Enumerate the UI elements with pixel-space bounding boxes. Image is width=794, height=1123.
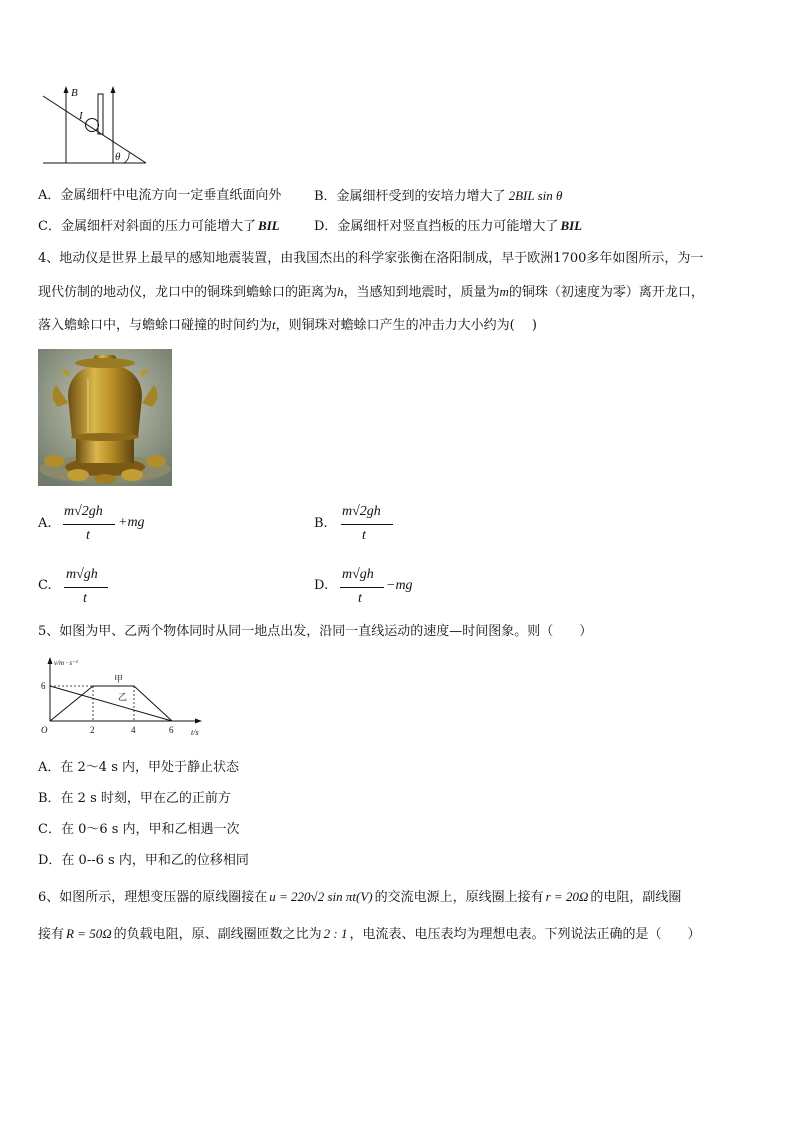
q4-stem-line2: 现代仿制的地动仪，龙口中的铜珠到蟾蜍口的距离为h，当感知到地震时，质量为m的铜珠（初速度为零）离开龙口， (38, 284, 704, 300)
q4-option-d-fraction-bar (340, 587, 384, 588)
graph-xtick-4: 4 (131, 725, 136, 735)
q3-option-a: A．金属细杆中电流方向一定垂直纸面向外 (38, 188, 282, 203)
q5-stem: 5、如图为甲、乙两个物体同时从同一地点出发，沿同一直线运动的速度—时间图象。则（ ） (38, 624, 593, 639)
q4-option-c-label: C. (38, 578, 52, 593)
q4-option-a-numerator: m√2gh (64, 504, 103, 519)
graph-series-jia: 甲 (114, 674, 124, 684)
graph-origin: O (41, 725, 48, 735)
q4-option-d-tail: −mg (386, 578, 413, 593)
q5-option-b: B．在 2 s 时刻，甲在乙的正前方 (38, 791, 231, 806)
field-label-b: B (71, 87, 78, 99)
q4-option-d-denominator: t (358, 591, 362, 606)
vt-graph (38, 655, 210, 741)
graph-ylabel: v/m · s⁻¹ (54, 659, 78, 667)
q6-stem-line1: 6、如图所示，理想变压器的原线圈接在 u = 220√2 sin πt(V) 的交流电源上，原线圈上接有 r = 20Ω 的电阻，副线圈 (38, 889, 682, 905)
q5-option-a: A．在 2～4 s 内，甲处于静止状态 (38, 760, 239, 775)
q5-option-d: D．在 0--6 s 内，甲和乙的位移相同 (38, 853, 249, 868)
incline-figure (38, 84, 150, 168)
angle-label-theta: θ (115, 151, 121, 163)
graph-ytick-6: 6 (41, 681, 46, 691)
q6-stem-line2: 接有 R = 50Ω 的负载电阻，原、副线圈匝数之比为 2 : 1 ，电流表、电压表均为理想电表。下列说法正确的是（ ） (38, 926, 701, 942)
q4-option-a-tail: +mg (118, 515, 145, 530)
q4-option-c-numerator: m√gh (66, 567, 98, 582)
q4-option-b-numerator: m√2gh (342, 504, 381, 519)
q4-option-b-fraction-bar (341, 524, 393, 525)
q4-option-c-fraction-bar (64, 587, 108, 588)
q5-option-c: C．在 0～6 s 内，甲和乙相遇一次 (38, 822, 240, 837)
q4-stem-line3: 落入蟾蜍口中，与蟾蜍口碰撞的时间约为t，则铜珠对蟾蜍口产生的冲击力大小约为( ) (38, 317, 537, 333)
q4-option-b-label: B. (314, 516, 328, 531)
graph-xtick-2: 2 (90, 725, 95, 735)
seismograph-photo (38, 349, 172, 486)
graph-series-yi: 乙 (118, 692, 128, 702)
q4-option-c-denominator: t (83, 591, 87, 606)
q4-option-d-label: D. (314, 578, 329, 593)
q4-stem-line1: 4、地动仪是世界上最早的感知地震装置，由我国杰出的科学家张衡在洛阳制成，早于欧洲1700多年如图所示，为一 (38, 251, 704, 266)
graph-xtick-6: 6 (169, 725, 174, 735)
q4-option-a-label: A. (38, 516, 52, 531)
q3-option-c: C．金属细杆对斜面的压力可能增大了 BIL (38, 218, 280, 234)
current-label-i: I (79, 110, 83, 122)
q4-option-d-numerator: m√gh (342, 567, 374, 582)
q3-option-b: B．金属细杆受到的安培力增大了 2BIL sin θ (314, 188, 563, 204)
graph-xlabel: t/s (191, 728, 199, 737)
q4-option-a-denominator: t (86, 528, 90, 543)
q4-option-a-fraction-bar (63, 524, 115, 525)
q3-option-d: D．金属细杆对竖直挡板的压力可能增大了 BIL (314, 218, 583, 234)
q4-option-b-denominator: t (362, 528, 366, 543)
